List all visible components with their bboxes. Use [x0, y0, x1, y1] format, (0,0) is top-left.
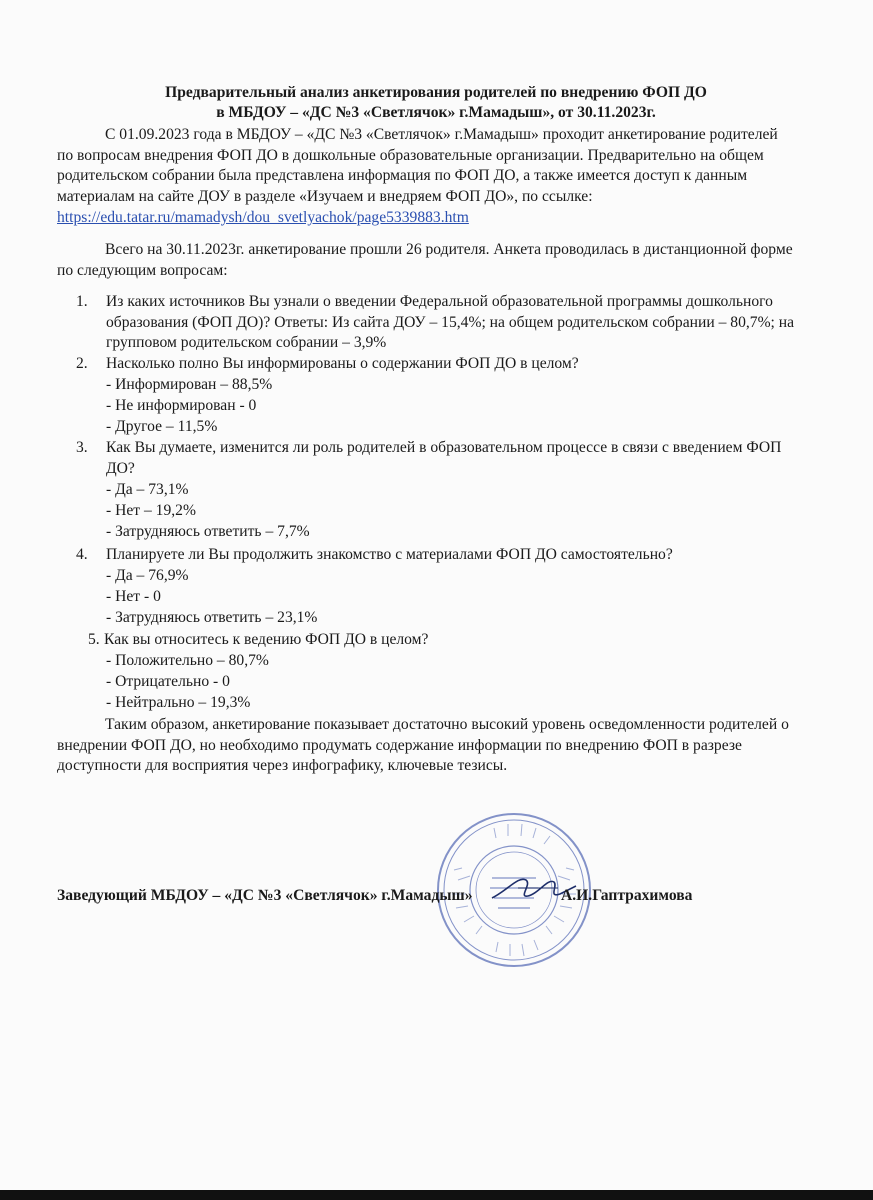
site-link[interactable]: https://edu.tatar.ru/mamadysh/dou_svetlyachok/page5339883.htm: [57, 208, 469, 226]
document-title-line1: Предварительный анализ анкетирования родителей по внедрению ФОП ДО: [165, 84, 707, 101]
question-number: 3.: [76, 439, 88, 456]
answer-item: - Нет – 19,2%: [106, 502, 196, 519]
answer-item: - Не информирован - 0: [106, 397, 257, 414]
answer-item: - Да – 76,9%: [106, 567, 189, 584]
question-number: 4.: [76, 546, 88, 563]
intro-paragraph: [57, 125, 797, 229]
question-text: Как вы относитесь к ведению ФОП ДО в целом?: [104, 631, 429, 648]
answer-item: - Информирован – 88,5%: [106, 376, 273, 393]
answer-item: - Нейтрально – 19,3%: [106, 694, 251, 711]
answer-item: - Положительно – 80,7%: [106, 652, 269, 669]
answer-item: - Затрудняюсь ответить – 23,1%: [106, 609, 318, 626]
question-text: Как Вы думаете, изменится ли роль родителей в образовательном процессе в связи с введением ФОП ДО?: [106, 439, 782, 477]
answer-item: - Отрицательно - 0: [106, 673, 230, 690]
question-4: [76, 545, 796, 566]
question-text: Планируете ли Вы продолжить знакомство с материалами ФОП ДО самостоятельно?: [106, 546, 673, 563]
question-number: 1.: [76, 293, 88, 310]
question-number: 5.: [88, 631, 100, 648]
signatory-position: Заведующий МБДОУ – «ДС №3 «Светлячок» г.Мамадыш»: [57, 887, 473, 904]
question-5: [88, 630, 794, 651]
question-text: Насколько полно Вы информированы о содержании ФОП ДО в целом?: [106, 355, 579, 372]
question-1: [76, 292, 796, 354]
answer-item: - Затрудняюсь ответить – 7,7%: [106, 523, 310, 540]
conclusion-paragraph: Таким образом, анкетирование показывает достаточно высокий уровень осведомленности родителей о внедрении ФОП ДО, но необходимо продумать содержание информации по внедрению ФОП в разрезе доступности для восприятия через инфографику, ключевые тезисы.: [57, 716, 789, 775]
question-2: [76, 354, 796, 375]
question-text: Из каких источников Вы узнали о введении Федеральной образовательной программы дошкольного образования (ФОП ДО)? Ответы: Из сайта ДОУ – 15,4%; на общем родительском собрании – 80,7%; на групповом родительском собрании – 3,9%: [106, 293, 795, 352]
summary-paragraph: Всего на 30.11.2023г. анкетирование прошли 26 родителя. Анкета проводилась в дистанционной форме по следующим вопросам:: [57, 241, 793, 279]
scan-bottom-edge: [0, 1190, 873, 1200]
answer-item: - Да – 73,1%: [106, 481, 189, 498]
document-title-line2: в МБДОУ – «ДС №3 «Светлячок» г.Мамадыш», от 30.11.2023г.: [216, 104, 656, 121]
question-3: [76, 438, 796, 479]
answer-item: - Другое – 11,5%: [106, 418, 218, 435]
answer-item: - Нет - 0: [106, 588, 161, 605]
intro-text: С 01.09.2023 года в МБДОУ – «ДС №3 «Светлячок» г.Мамадыш» проходит анкетирование родителей по вопросам внедрения ФОП ДО в дошкольные образовательные организации. Предварительно на общем родительском собрании была представлена информация по ФОП ДО, а также имеется доступ к данным материалам на сайте ДОУ в разделе «Изучаем и внедряем ФОП ДО», по ссылке:: [57, 126, 778, 206]
signatory-name: А.И.Гаптрахимова: [561, 887, 693, 904]
question-number: 2.: [76, 355, 88, 372]
